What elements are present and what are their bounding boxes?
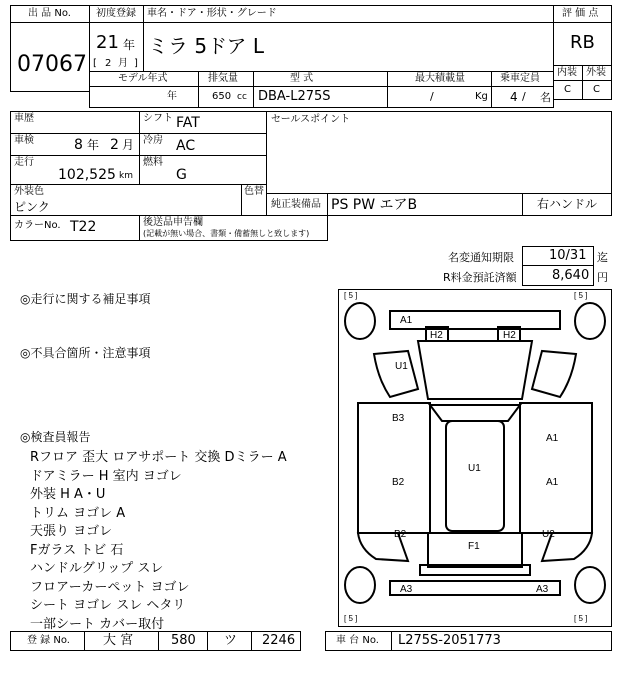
report-line: トリム ヨゴレ A xyxy=(30,505,126,521)
aircon-value: AC xyxy=(176,138,196,154)
rear-left-tire xyxy=(345,567,375,603)
damage-mark: H2 xyxy=(503,330,516,341)
rear-right-tire xyxy=(575,567,605,603)
capacity-label: 乗車定員 xyxy=(500,73,540,84)
first-registration-label: 初度登録 xyxy=(96,8,136,19)
displacement-value: 650 xyxy=(212,91,232,102)
max-load-label: 最大積載量 xyxy=(415,73,465,84)
color-no-label: カラーNo. xyxy=(14,220,61,231)
report-line: ハンドルグリップ スレ xyxy=(30,561,164,576)
inspection-year-unit: 年 xyxy=(87,138,100,152)
bracket-open: [ xyxy=(93,58,97,69)
defects-heading: ◎不具合箇所・注意事項 xyxy=(20,346,151,360)
damage-mark: B2 xyxy=(392,477,405,488)
recycle-unit: 円 xyxy=(597,271,608,284)
exterior-label: 外装 xyxy=(586,67,606,78)
notice-label: 名変通知期限 xyxy=(448,251,514,264)
max-load-separator: / xyxy=(430,90,434,103)
registration-month: 2 xyxy=(105,58,112,69)
damage-mark: A3 xyxy=(536,584,549,595)
fuel-value: G xyxy=(176,167,187,183)
bracket-close: ] xyxy=(134,58,138,69)
right-front-fender xyxy=(532,351,576,397)
inspection-label: 車検 xyxy=(14,135,34,146)
lot-label: 出 品 No. xyxy=(28,8,71,19)
damage-mark: A3 xyxy=(400,584,413,595)
mileage-value: 102,525 xyxy=(58,167,116,183)
car-damage-diagram xyxy=(338,289,612,627)
hood-outline xyxy=(418,341,532,399)
report-line: Rフロア 歪大 ロアサポート 交換 Dミラー A xyxy=(30,450,287,465)
color-label: 外装色 xyxy=(14,186,44,197)
color-value: ピンク xyxy=(14,200,50,214)
displacement-label: 排気量 xyxy=(208,73,238,84)
damage-mark: A1 xyxy=(546,433,559,444)
displacement-unit: cc xyxy=(237,92,247,102)
fuel-label: 燃料 xyxy=(143,157,163,168)
exterior-grade: C xyxy=(593,84,600,95)
windshield xyxy=(430,405,520,421)
damage-mark: F1 xyxy=(468,541,480,552)
docs-label: 後送品申告欄 xyxy=(143,217,203,228)
corner-label-tr: [ 5 ] xyxy=(574,291,588,300)
steering-value: 右ハンドル xyxy=(537,197,598,211)
report-line: Fガラス トビ 石 xyxy=(30,542,124,558)
report-line: 外装 H A・U xyxy=(30,487,106,502)
capacity-value: 4 xyxy=(510,90,518,104)
damage-mark: A1 xyxy=(400,315,413,326)
mileage-label: 走行 xyxy=(14,157,34,168)
model-year-box xyxy=(89,86,199,108)
report-line: フロアーカーペット ヨゴレ xyxy=(30,579,190,595)
front-bumper xyxy=(390,311,560,329)
max-load-unit: Kg xyxy=(475,91,488,102)
car-name-label: 車名・ドア・形状・グレード xyxy=(147,8,277,19)
docs-note: (記載が無い場合、書類・備蓄無しと致します) xyxy=(143,229,310,238)
overall-grade: RB xyxy=(570,32,595,53)
report-line: ドアミラー H 室内 ヨゴレ xyxy=(30,468,182,484)
damage-mark: U1 xyxy=(395,361,408,372)
interior-grade: C xyxy=(564,84,571,95)
mileage-unit: km xyxy=(119,171,133,181)
report-line: 天張り ヨゴレ xyxy=(30,524,113,539)
inspector-report-heading: ◎検査員報告 xyxy=(20,430,91,444)
damage-mark: B3 xyxy=(392,413,405,424)
registration-year-unit: 年 xyxy=(123,38,136,52)
type-label-box xyxy=(253,71,388,87)
damage-mark: H2 xyxy=(430,330,443,341)
history-label: 車歴 xyxy=(14,113,34,124)
inspection-years: 8 xyxy=(74,137,83,153)
type-label: 型 式 xyxy=(290,73,314,84)
damage-mark: U2 xyxy=(542,529,555,540)
inspection-month-unit: 月 xyxy=(122,138,135,152)
interior-label: 内装 xyxy=(557,67,577,78)
corner-label-bl: [ 5 ] xyxy=(344,614,358,623)
model-year-label: モデル年式 xyxy=(118,73,168,84)
grade-label: 評 価 点 xyxy=(562,8,599,19)
rear-bumper xyxy=(390,581,560,595)
registration-month-unit: 月 xyxy=(118,58,128,69)
registration-year: 21 xyxy=(96,32,119,53)
front-right-tire xyxy=(575,303,605,339)
reg-no-label: 登 録 No. xyxy=(27,635,70,646)
right-doors xyxy=(520,403,592,533)
sales-point-label: セールスポイント xyxy=(271,114,351,125)
damage-mark: U1 xyxy=(468,463,481,474)
shift-value: FAT xyxy=(176,115,200,131)
repaint-label: 色替 xyxy=(244,186,264,197)
capacity-unit: 名 xyxy=(540,91,551,104)
chassis-label: 車 台 No. xyxy=(336,635,379,646)
report-line: 一部シート カバー取付 xyxy=(30,616,165,632)
inspector-report-list xyxy=(30,446,330,631)
inspection-months: 2 xyxy=(110,137,119,153)
capacity-separator: / xyxy=(522,90,526,103)
report-line: シート ヨゴレ スレ ヘタリ xyxy=(30,598,186,613)
equipment-value: PS PW エアB xyxy=(331,197,418,213)
color-no-value: T22 xyxy=(70,219,97,235)
car-name: ミラ 5ドア L xyxy=(148,34,264,58)
damage-mark: A1 xyxy=(546,477,559,488)
recycle-value: 8,640 xyxy=(552,268,590,283)
equipment-label: 純正装備品 xyxy=(271,199,321,210)
roof xyxy=(446,421,504,531)
shift-label: シフト xyxy=(143,113,173,124)
notice-value: 10/31 xyxy=(549,248,587,263)
model-type: DBA-L275S xyxy=(258,89,331,104)
aircon-label: 冷房 xyxy=(143,135,163,146)
lot-number: 07067 xyxy=(17,52,87,77)
reg-class: 580 xyxy=(171,633,196,648)
driving-notes-heading: ◎走行に関する補足事項 xyxy=(20,292,151,306)
reg-area: 大 宮 xyxy=(103,633,134,648)
chassis-number: L275S-2051773 xyxy=(398,633,501,648)
model-year-unit: 年 xyxy=(167,91,177,102)
reg-number: 2246 xyxy=(262,633,296,648)
damage-mark: B2 xyxy=(394,529,407,540)
front-left-tire xyxy=(345,303,375,339)
corner-label-br: [ 5 ] xyxy=(574,614,588,623)
corner-label-tl: [ 5 ] xyxy=(344,291,358,300)
left-front-fender xyxy=(374,351,418,397)
recycle-label: R料金預託済額 xyxy=(443,271,517,284)
notice-unit: 迄 xyxy=(597,251,608,264)
reg-kana: ツ xyxy=(224,633,238,648)
